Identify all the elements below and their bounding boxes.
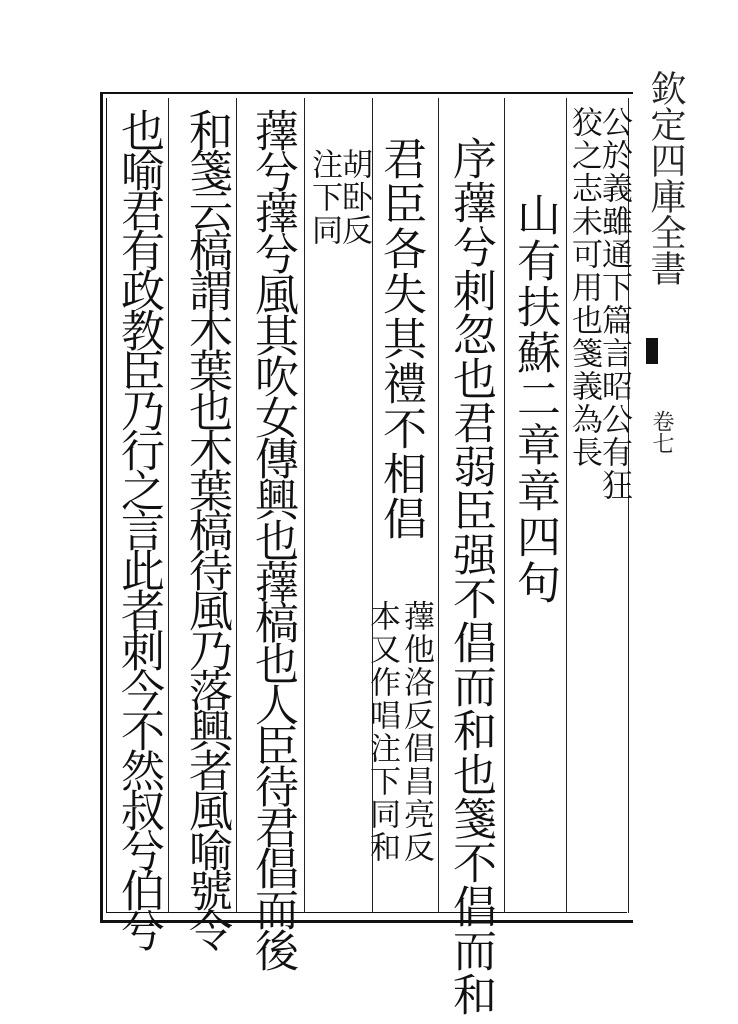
edge-title: 欽定四庫全書 xyxy=(645,70,686,286)
column-rule xyxy=(438,98,439,913)
column-rule xyxy=(168,98,169,913)
annotation-column-right: 胡卧反 xyxy=(336,148,372,247)
volume-mark: 卷七 xyxy=(649,410,674,454)
annotation-column-right: 公於義雖通下篇言昭公有狂 xyxy=(596,106,632,502)
column-rule xyxy=(236,98,237,913)
annotation-column-left: 注下同 xyxy=(306,148,342,247)
ode-title: 山有扶蘇二章章四句 xyxy=(509,192,560,606)
annotation-column-right: 蘀他洛反倡昌亮反 xyxy=(398,600,434,864)
text-column: 蘀兮蘀兮風其吹女傳興也蘀槁也人臣待君倡而後 xyxy=(247,108,298,969)
text-column: 序蘀兮刺忽也君弱臣强不倡而和也箋不倡而和 xyxy=(445,136,496,1016)
column-rule xyxy=(304,98,305,913)
annotation-column-left: 狡之志未可用也箋義為長 xyxy=(566,106,602,469)
text-column: 君臣各失其禮不相倡 xyxy=(375,136,426,541)
annotation-column-left: 本又作唱注下同和 xyxy=(364,600,400,864)
fishtail-mark xyxy=(646,338,658,364)
text-column: 和箋云槁謂木葉也木葉槁待風乃落興者風喻號令 xyxy=(181,108,232,948)
text-column: 也喻君有政教臣乃行之言此者刺今不然叔兮伯兮 xyxy=(113,108,164,948)
column-rule xyxy=(504,98,505,913)
